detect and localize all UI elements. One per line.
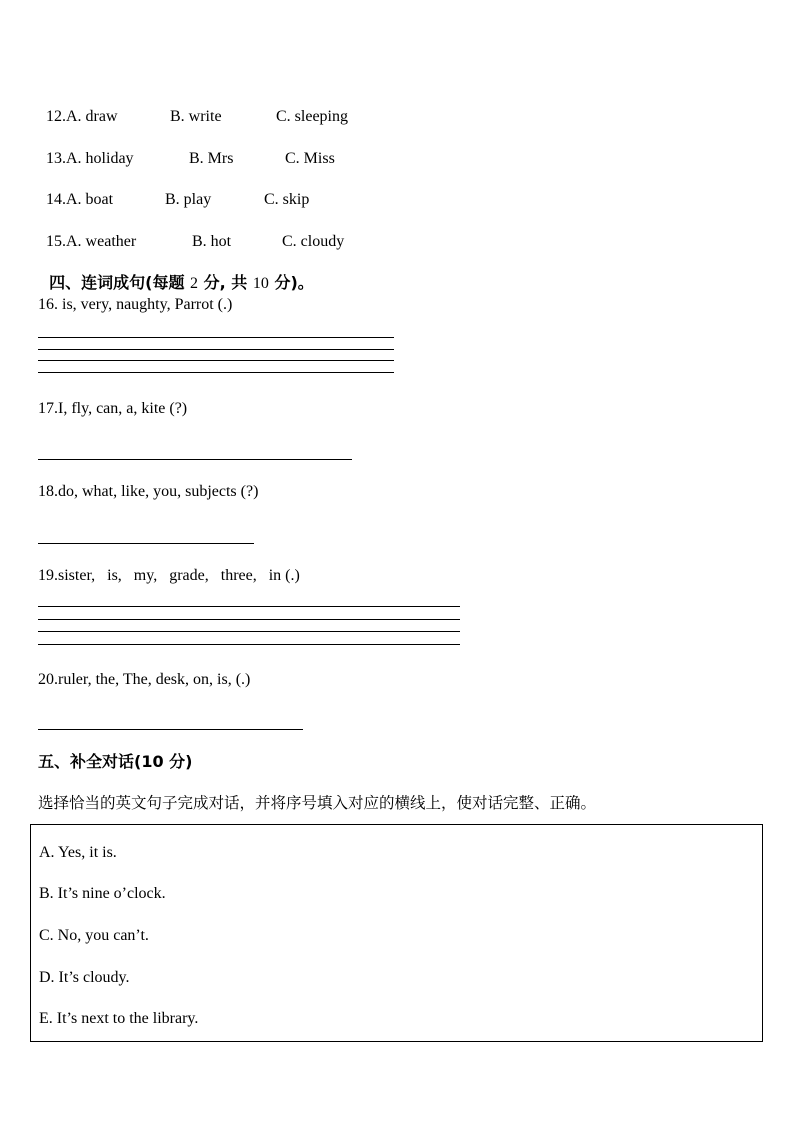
answer-line[interactable] [38,606,460,607]
answer-line[interactable] [38,631,460,632]
answer-line[interactable] [38,372,394,373]
answer-line[interactable] [38,349,394,350]
question-19: 19.sister, is, my, grade, three, in (.) [38,567,300,584]
option-e-sentence: E. It’s next to the library. [39,1010,199,1027]
option-a: A. boat [66,191,114,208]
answer-line[interactable] [38,360,394,361]
answer-line[interactable] [38,337,394,338]
option-b: B. Mrs [189,150,234,167]
option-a: A. draw [66,108,118,125]
option-c: C. Miss [285,150,335,167]
answer-line[interactable] [38,644,460,645]
question-number: 13. [46,150,66,167]
question-number: 15. [46,233,66,250]
choice-row-12 [38,87,348,127]
section-5-title: 五、补全对话(10 分) [38,752,193,771]
options-box [30,824,763,1042]
question-18: 18.do, what, like, you, subjects (?) [38,483,259,500]
section-4-title-text: 四、连词成句(每题 [49,273,185,292]
question-20: 20.ruler, the, The, desk, on, is, (.) [38,671,251,688]
question-17: 17.I, fly, can, a, kite (?) [38,400,188,417]
section-4-title-end: 分)。 [274,273,314,292]
section-4-title-total: 共 [231,273,248,292]
question-number: 12. [46,108,66,125]
option-b: B. hot [192,233,232,250]
choice-row-15 [38,212,344,252]
section-4-title-mid: 分, [203,273,226,292]
section-5-instruction: 选择恰当的英文句子完成对话，并将序号填入对应的横线上，使对话完整、正确。 [38,794,597,812]
option-b: B. play [165,191,212,208]
option-b: B. write [170,108,222,125]
answer-line[interactable] [38,729,303,730]
choice-row-14 [38,170,309,210]
option-b-sentence: B. It’s nine o’clock. [39,885,166,902]
option-a: A. weather [66,233,137,250]
answer-line[interactable] [38,459,352,460]
option-c-sentence: C. No, you can’t. [39,927,149,944]
option-a: A. holiday [66,150,134,167]
option-c: C. skip [264,191,310,208]
option-d-sentence: D. It’s cloudy. [39,969,130,986]
answer-line[interactable] [38,619,460,620]
option-c: C. cloudy [282,233,345,250]
choice-row-13 [38,129,335,169]
option-c: C. sleeping [276,108,348,125]
question-number: 14. [46,191,66,208]
option-a-sentence: A. Yes, it is. [39,844,117,861]
section-4-title [38,253,314,294]
section-4-total: 10 [252,275,269,292]
question-16: 16. is, very, naughty, Parrot (.) [38,296,233,313]
section-4-score: 2 [190,275,199,292]
answer-line[interactable] [38,543,254,544]
